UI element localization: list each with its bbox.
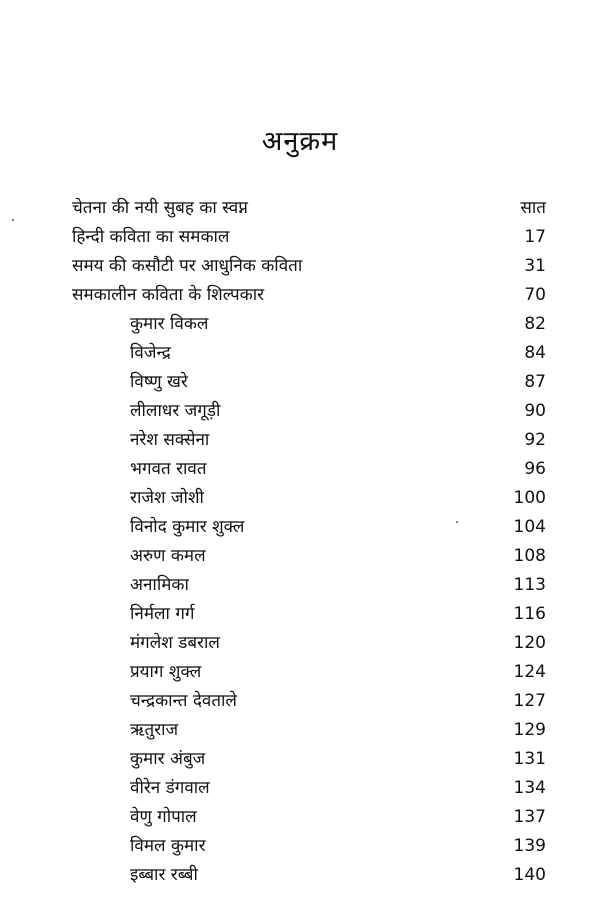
toc-entry	[72, 223, 546, 252]
toc-subentry	[72, 513, 546, 542]
toc-page-number: 31	[524, 256, 546, 276]
toc-entry-title: ऋतुराज	[130, 720, 179, 740]
toc-page-number: 134	[513, 778, 546, 798]
toc-page-number: 129	[513, 720, 546, 740]
page-title: अनुक्रम	[261, 126, 339, 157]
toc-subentry	[72, 861, 546, 890]
toc-entry-title: अनामिका	[130, 575, 189, 595]
toc-page-number: 124	[513, 662, 546, 682]
toc-subentry	[72, 774, 546, 803]
toc-page-number: 17	[524, 227, 546, 247]
toc-subentry	[72, 426, 546, 455]
table-of-contents	[72, 194, 546, 890]
toc-page-number: 139	[513, 836, 546, 856]
toc-page-number: 108	[513, 546, 546, 566]
toc-entry-title: इब्बार रब्बी	[130, 865, 198, 885]
toc-page-number: 104	[513, 517, 546, 537]
toc-page-number: 131	[513, 749, 546, 769]
toc-page-number: 137	[513, 807, 546, 827]
toc-subentry	[72, 455, 546, 484]
toc-page-number: 90	[524, 401, 546, 421]
toc-page-number: 113	[513, 575, 546, 595]
toc-entry-title: चेतना की नयी सुबह का स्वप्न	[72, 198, 248, 218]
toc-page-number: 92	[524, 430, 546, 450]
toc-subentry	[72, 600, 546, 629]
toc-entry-title: प्रयाग शुक्ल	[130, 662, 202, 682]
toc-entry-title: विनोद कुमार शुक्ल	[130, 517, 245, 537]
toc-entry-title: विमल कुमार	[130, 836, 206, 856]
toc-page-number: 140	[513, 865, 546, 885]
toc-entry	[72, 194, 546, 223]
toc-entry-title: अरुण कमल	[130, 546, 206, 566]
toc-subentry	[72, 339, 546, 368]
toc-subentry	[72, 397, 546, 426]
toc-subentry	[72, 542, 546, 571]
toc-subentry	[72, 687, 546, 716]
toc-entry-title: राजेश जोशी	[130, 488, 204, 508]
toc-entry-title: कुमार अंबुज	[130, 749, 206, 769]
toc-page-number: सात	[520, 198, 546, 218]
toc-subentry	[72, 803, 546, 832]
toc-page-number: 84	[524, 343, 546, 363]
toc-page-number: 127	[513, 691, 546, 711]
toc-entry-title: समय की कसौटी पर आधुनिक कविता	[72, 256, 303, 276]
toc-entry-title: लीलाधर जगूड़ी	[130, 401, 221, 421]
toc-entry-title: कुमार विकल	[130, 314, 209, 334]
toc-page-number: 82	[524, 314, 546, 334]
toc-entry-title: भगवत रावत	[130, 459, 207, 479]
toc-entry-title: विष्णु खरे	[130, 372, 188, 392]
toc-subentry	[72, 716, 546, 745]
toc-page-number: 120	[513, 633, 546, 653]
toc-entry-title: चन्द्रकान्त देवताले	[130, 691, 237, 711]
toc-entry-title: नरेश सक्सेना	[130, 430, 210, 450]
toc-subentry	[72, 310, 546, 339]
toc-subentry	[72, 571, 546, 600]
toc-entry	[72, 252, 546, 281]
toc-entry-title: मंगलेश डबराल	[130, 633, 220, 653]
toc-page-number: 70	[524, 285, 546, 305]
toc-entry	[72, 281, 546, 310]
toc-subentry	[72, 484, 546, 513]
toc-entry-title: वेणु गोपाल	[130, 807, 197, 827]
toc-subentry	[72, 658, 546, 687]
toc-entry-title: वीरेन डंगवाल	[130, 778, 210, 798]
print-speck	[456, 521, 458, 523]
toc-page-number: 116	[513, 604, 546, 624]
toc-entry-title: विजेन्द्र	[130, 343, 171, 363]
toc-subentry	[72, 745, 546, 774]
toc-entry-title: हिन्दी कविता का समकाल	[72, 227, 230, 247]
toc-entry-title: निर्मला गर्ग	[130, 604, 195, 624]
print-speck	[12, 219, 14, 221]
toc-subentry	[72, 368, 546, 397]
toc-subentry	[72, 629, 546, 658]
toc-subentry	[72, 832, 546, 861]
toc-page-number: 96	[524, 459, 546, 479]
toc-page-number: 100	[513, 488, 546, 508]
toc-page-number: 87	[524, 372, 546, 392]
toc-entry-title: समकालीन कविता के शिल्पकार	[72, 285, 265, 305]
